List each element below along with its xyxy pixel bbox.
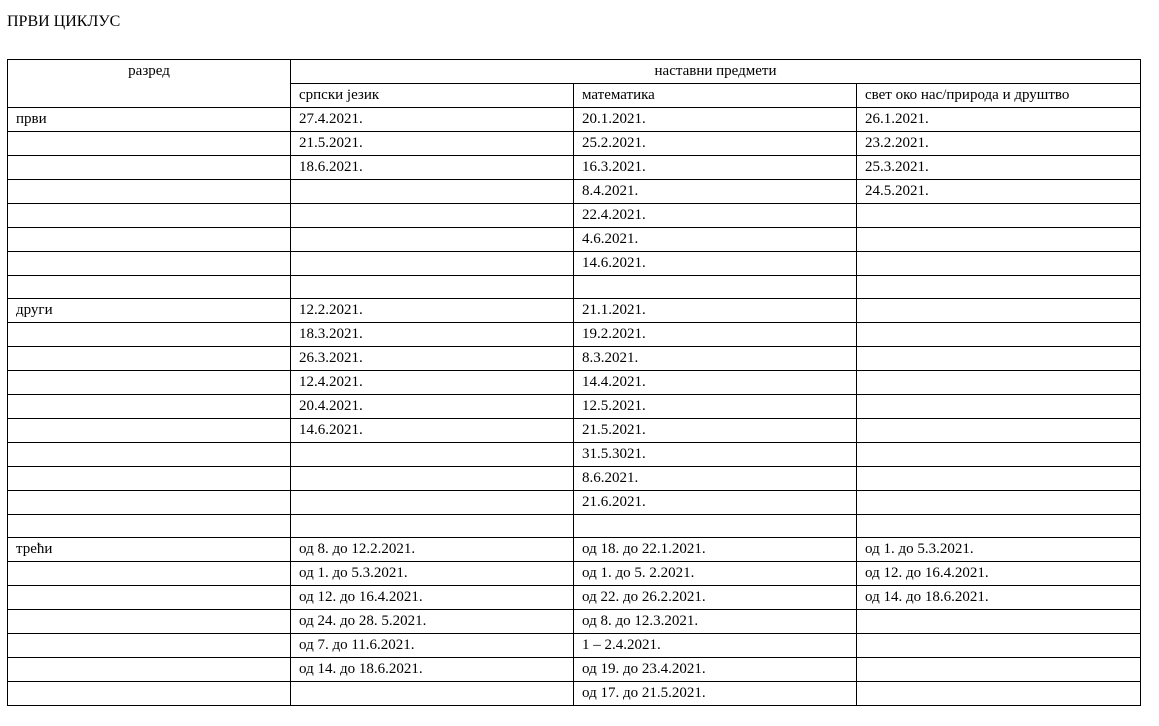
subject-header-math: математика	[574, 84, 857, 108]
table-row	[8, 443, 1141, 467]
math-date-cell: 20.1.2021.	[574, 108, 857, 132]
math-date-cell: 25.2.2021.	[574, 132, 857, 156]
table-row	[8, 156, 1141, 180]
serbian-date-cell	[291, 682, 574, 706]
serbian-date-cell: 26.3.2021.	[291, 347, 574, 371]
math-date-cell: 14.4.2021.	[574, 371, 857, 395]
math-date-cell: 22.4.2021.	[574, 204, 857, 228]
math-date-cell: 8.3.2021.	[574, 347, 857, 371]
serbian-date-cell: од 14. до 18.6.2021.	[291, 658, 574, 682]
nature-society-date-cell: 23.2.2021.	[857, 132, 1141, 156]
grade-cell: трећи	[8, 538, 291, 562]
grade-column-header: разред	[8, 60, 291, 108]
math-date-cell: 21.5.2021.	[574, 419, 857, 443]
math-date-cell: 12.5.2021.	[574, 395, 857, 419]
schedule-body	[8, 108, 1141, 706]
serbian-date-cell: од 7. до 11.6.2021.	[291, 634, 574, 658]
grade-cell	[8, 515, 291, 538]
table-row	[8, 132, 1141, 156]
math-date-cell: од 22. до 26.2.2021.	[574, 586, 857, 610]
table-row	[8, 371, 1141, 395]
table-header-row	[8, 60, 1141, 84]
math-date-cell: од 19. до 23.4.2021.	[574, 658, 857, 682]
table-row	[8, 347, 1141, 371]
serbian-date-cell: 21.5.2021.	[291, 132, 574, 156]
serbian-date-cell: 18.6.2021.	[291, 156, 574, 180]
nature-society-date-cell: 25.3.2021.	[857, 156, 1141, 180]
nature-society-date-cell	[857, 658, 1141, 682]
grade-cell	[8, 682, 291, 706]
nature-society-date-cell	[857, 419, 1141, 443]
nature-society-date-cell	[857, 395, 1141, 419]
serbian-date-cell: 12.4.2021.	[291, 371, 574, 395]
grade-cell	[8, 276, 291, 299]
page-title: ПРВИ ЦИКЛУС	[7, 13, 121, 30]
table-row	[8, 634, 1141, 658]
grade-cell	[8, 204, 291, 228]
subject-header-nature-society: свет око нас/природа и друштво	[857, 84, 1141, 108]
grade-cell	[8, 491, 291, 515]
table-row	[8, 108, 1141, 132]
table-row	[8, 419, 1141, 443]
grade-cell	[8, 395, 291, 419]
table-row	[8, 491, 1141, 515]
table-row	[8, 610, 1141, 634]
nature-society-date-cell	[857, 276, 1141, 299]
grade-cell	[8, 371, 291, 395]
grade-cell: први	[8, 108, 291, 132]
math-date-cell: од 1. до 5. 2.2021.	[574, 562, 857, 586]
grade-cell	[8, 228, 291, 252]
math-date-cell: 16.3.2021.	[574, 156, 857, 180]
grade-cell	[8, 132, 291, 156]
schedule-table	[7, 59, 1141, 706]
table-row	[8, 682, 1141, 706]
nature-society-date-cell	[857, 299, 1141, 323]
grade-cell	[8, 419, 291, 443]
grade-cell	[8, 634, 291, 658]
serbian-date-cell: од 24. до 28. 5.2021.	[291, 610, 574, 634]
nature-society-date-cell	[857, 347, 1141, 371]
table-row	[8, 467, 1141, 491]
serbian-date-cell: 12.2.2021.	[291, 299, 574, 323]
serbian-date-cell	[291, 228, 574, 252]
grade-cell	[8, 562, 291, 586]
grade-cell	[8, 323, 291, 347]
serbian-date-cell: 20.4.2021.	[291, 395, 574, 419]
table-row	[8, 228, 1141, 252]
math-date-cell: од 8. до 12.3.2021.	[574, 610, 857, 634]
math-date-cell: од 17. до 21.5.2021.	[574, 682, 857, 706]
math-date-cell: 8.4.2021.	[574, 180, 857, 204]
nature-society-date-cell: од 1. до 5.3.2021.	[857, 538, 1141, 562]
math-date-cell: 8.6.2021.	[574, 467, 857, 491]
serbian-date-cell: од 12. до 16.4.2021.	[291, 586, 574, 610]
table-row	[8, 252, 1141, 276]
serbian-date-cell: 14.6.2021.	[291, 419, 574, 443]
math-date-cell: 1 – 2.4.2021.	[574, 634, 857, 658]
nature-society-date-cell	[857, 634, 1141, 658]
grade-cell	[8, 586, 291, 610]
math-date-cell: 21.1.2021.	[574, 299, 857, 323]
math-date-cell: 21.6.2021.	[574, 491, 857, 515]
nature-society-date-cell	[857, 252, 1141, 276]
nature-society-date-cell: од 12. до 16.4.2021.	[857, 562, 1141, 586]
table-row	[8, 562, 1141, 586]
grade-cell	[8, 156, 291, 180]
serbian-date-cell	[291, 443, 574, 467]
table-row	[8, 515, 1141, 538]
serbian-date-cell	[291, 180, 574, 204]
nature-society-date-cell: од 14. до 18.6.2021.	[857, 586, 1141, 610]
table-row	[8, 299, 1141, 323]
serbian-date-cell: од 8. до 12.2.2021.	[291, 538, 574, 562]
nature-society-date-cell	[857, 204, 1141, 228]
subjects-group-header: наставни предмети	[291, 60, 1141, 84]
nature-society-date-cell	[857, 491, 1141, 515]
nature-society-date-cell	[857, 610, 1141, 634]
grade-cell	[8, 252, 291, 276]
grade-cell	[8, 467, 291, 491]
table-row	[8, 586, 1141, 610]
table-row	[8, 204, 1141, 228]
subject-header-serbian: српски језик	[291, 84, 574, 108]
serbian-date-cell	[291, 467, 574, 491]
serbian-date-cell: од 1. до 5.3.2021.	[291, 562, 574, 586]
math-date-cell: 19.2.2021.	[574, 323, 857, 347]
nature-society-date-cell: 24.5.2021.	[857, 180, 1141, 204]
table-row	[8, 323, 1141, 347]
table-row	[8, 538, 1141, 562]
table-row	[8, 658, 1141, 682]
serbian-date-cell	[291, 515, 574, 538]
grade-cell	[8, 347, 291, 371]
table-row	[8, 276, 1141, 299]
math-date-cell: 31.5.3021.	[574, 443, 857, 467]
nature-society-date-cell	[857, 323, 1141, 347]
math-date-cell: 14.6.2021.	[574, 252, 857, 276]
grade-cell	[8, 443, 291, 467]
math-date-cell: од 18. до 22.1.2021.	[574, 538, 857, 562]
grade-cell: други	[8, 299, 291, 323]
grade-cell	[8, 610, 291, 634]
nature-society-date-cell	[857, 467, 1141, 491]
table-row	[8, 395, 1141, 419]
grade-cell	[8, 180, 291, 204]
nature-society-date-cell	[857, 443, 1141, 467]
nature-society-date-cell	[857, 515, 1141, 538]
grade-cell	[8, 658, 291, 682]
serbian-date-cell	[291, 491, 574, 515]
math-date-cell: 4.6.2021.	[574, 228, 857, 252]
serbian-date-cell: 18.3.2021.	[291, 323, 574, 347]
table-row	[8, 180, 1141, 204]
serbian-date-cell: 27.4.2021.	[291, 108, 574, 132]
serbian-date-cell	[291, 252, 574, 276]
nature-society-date-cell: 26.1.2021.	[857, 108, 1141, 132]
nature-society-date-cell	[857, 228, 1141, 252]
math-date-cell	[574, 515, 857, 538]
nature-society-date-cell	[857, 371, 1141, 395]
serbian-date-cell	[291, 204, 574, 228]
math-date-cell	[574, 276, 857, 299]
serbian-date-cell	[291, 276, 574, 299]
nature-society-date-cell	[857, 682, 1141, 706]
